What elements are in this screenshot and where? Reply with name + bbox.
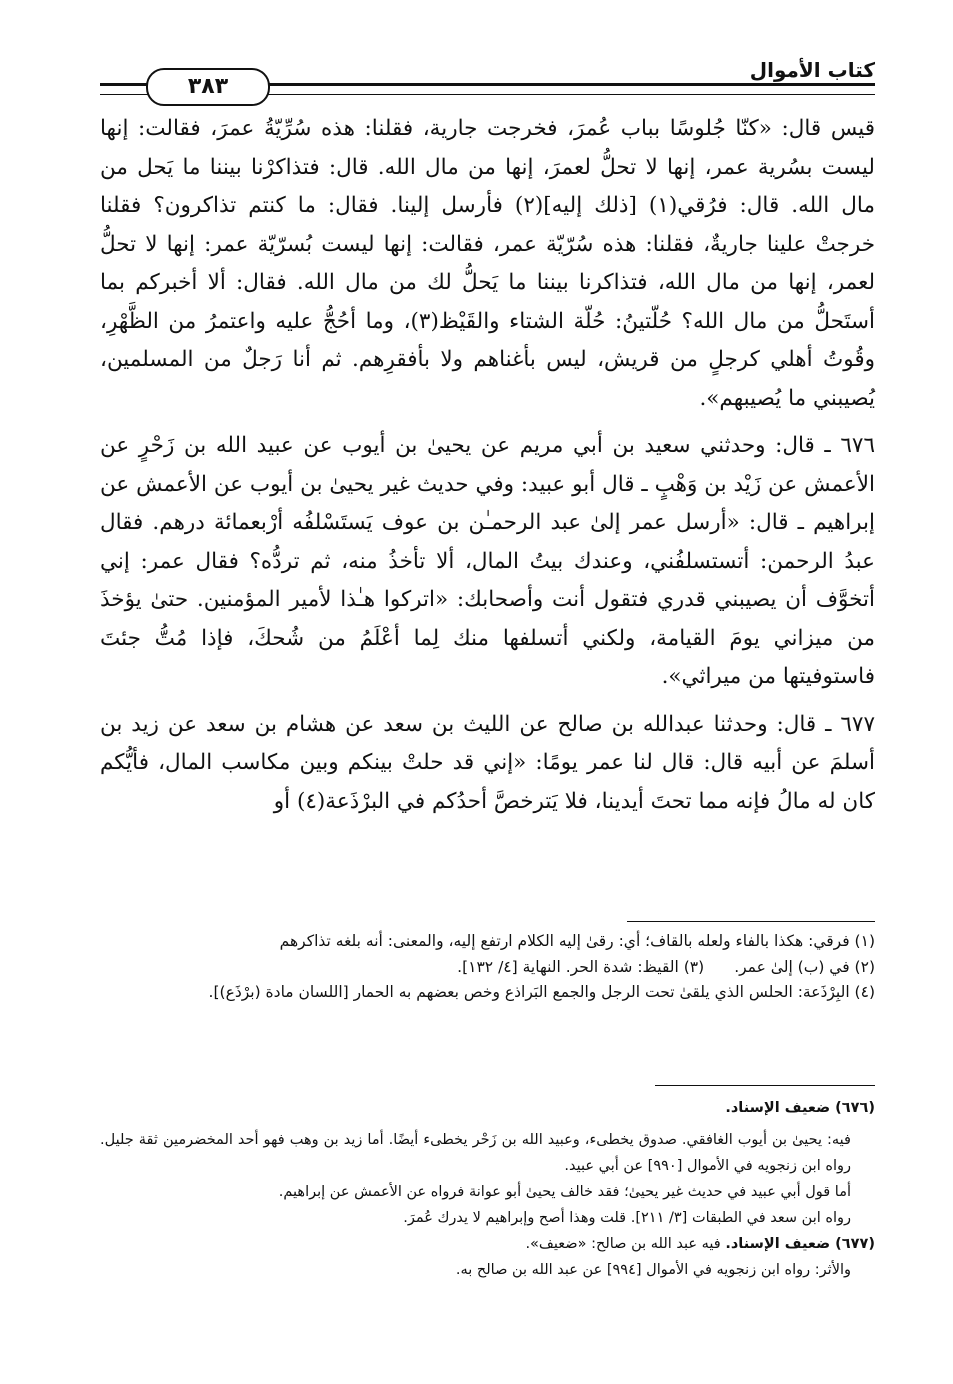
takhrij-divider: [655, 1085, 875, 1086]
paragraph-676: ٦٧٦ ـ قال: وحدثني سعيد بن أبي مريم عن يحيىٰ بن أيوب عن عبيد الله بن زَحْرٍ عن الأعمش عن زَيْد بن وَهْبٍ ـ قال أبو عبيد: وفي حديث غير يحيىٰ بن أيوب عن الأعمش عن إبراهيم ـ قال: «أرسل عمر إلىٰ عبد الرحمـٰن بن عوف يَستَسْلفُه أرْبعمائة درهم. فقال عبدُ الرحمن: أتستسلفُني، وعندك بيتُ المال، ألا تأخذُ منه، ثم تردُّه؟ فقال عمر: إني أتخوَّف أن يصيبني قدري فتقول أنت وأصحابك: «اتركوا هـٰذا لأمير المؤمنين. حتىٰ يؤخذَ من ميزاني يومَ القيامة، ولكني أتسلفها منك لِما أعْلَمُ من شُحكَ، فإذا مُتُّ جئتَ فاستوفيتها من ميراثي».: [100, 433, 875, 689]
takhrij-677-note: فيه عبد الله بن صالح: «ضعيف».: [525, 1236, 721, 1252]
takhrij-676-line2: أما قول أبي عبيد في حديث غير يحيىٰ؛ فقد خالف يحيىٰ أبو عوانة فرواه عن الأعمش عن إبراهيم.: [278, 1184, 851, 1200]
book-title: كتاب الأموال: [749, 58, 875, 82]
paragraph-677: ٦٧٧ ـ قال: وحدثنا عبدالله بن صالح عن الليث بن سعد عن هشام بن سعد عن زيد بن أسلمَ عن أبيه قال: قال لنا عمر يومًا: «إني قد حلتْ بينكم وبين مكاسب المال، فأيُّكم كان له مالُ فإنه مما تحتَ أيدينا، فلا يَترخصَّ أحدُكم في البرْذَعة(٤) أو: [100, 711, 875, 814]
footnotes: [100, 929, 875, 1006]
takhrij-676-heading: (٦٧٦) ضعيف الإسناد.: [725, 1100, 875, 1116]
page-number: ٣٨٣: [146, 68, 270, 106]
page-header: [100, 58, 875, 102]
takhrij-676-line3: رواه ابن سعد في الطبقات [٣/ ٢١١]. قلت وهذا أصح وإبراهيم لا يدرك عُمرَ.: [403, 1210, 851, 1226]
takhrij-notes: [100, 1095, 875, 1283]
takhrij-677-grade: (٦٧٧) ضعيف الإسناد.: [725, 1236, 875, 1252]
paragraph-continued: قيس قال: «كنّا جُلوسًا بباب عُمرَ، فخرجت جارية، فقلنا: هذه سُرِّيّةُ عمرَ، فقالت: إنها ليست بسُرية عمر، إنها لا تحلُّ لعمرَ، إنها من مال الله. قال: فتذاكرْنا بيننا ما يَحل من مال الله. قال: فرُقي(١) [ذلك إليه](٢) فأرسل إلينا. فقال: ما كنتم تذاكرون؟ فقلنا خرجتْ علينا جاريةٌ، فقلنا: هذه سُرّيّة عمر، فقالت: إنها ليست بُسرّيّة عمر: إنها لا تحلُّ لعمر، إنها من مال الله، فتذاكرنا بيننا ما يَحلُّ لك من مال الله. فقال: ألا أخبركم بما أستَحلُّ من مال الله؟ حُلّتينُ: حُلّة الشتاء والقَيْظ(٣)، وما أحُجُّ عليه واعتمرُ من الظَّهْرِ، وقُوتُ أهلي كرجلٍ من قريش، ليس بأغناهم ولا بأفقرِهم. ثم أنا رَجلٌ من المسلمين، يُصيبني ما يُصيبهم».: [100, 116, 875, 411]
footnote-3: (٣) القيظ: شدة الحر. النهاية [٤/ ١٣٢].: [457, 957, 705, 976]
footnote-1: (١) فرقي: هكذا بالفاء ولعله بالقاف؛ أي: رقىٰ إليه الكلام ارتفع إليه، والمعنى: أنه بلغه تذاكرهم: [279, 932, 875, 950]
footnote-4: (٤) البِرْذَعة: الحلس الذي يلقىٰ تحت الرجل والجمع البَراذع وخص بعضهم به الحمار [اللسان مادة (برْذَع)].: [208, 983, 875, 1001]
takhrij-676-line1: فيه: يحيىٰ بن أيوب الغافقي. صدوق يخطىء، وعبيد الله بن زَحْر يخطىء أيضًا. أما زيد بن وهب فهو أحد المخضرمين ثقة جليل. رواه ابن زنجويه في الأموال [٩٩٠] عن أبي عبيد.: [100, 1132, 851, 1174]
takhrij-677-heading: [100, 1231, 875, 1257]
takhrij-677-line1: والأثر: رواه ابن زنجويه في الأموال [٩٩٤] عن عبد الله بن صالح به.: [455, 1262, 851, 1278]
footnote-divider: [627, 921, 875, 922]
footnote-2: (٢) في (ب) إلىٰ عمر.: [734, 957, 875, 976]
main-text: [100, 110, 875, 830]
